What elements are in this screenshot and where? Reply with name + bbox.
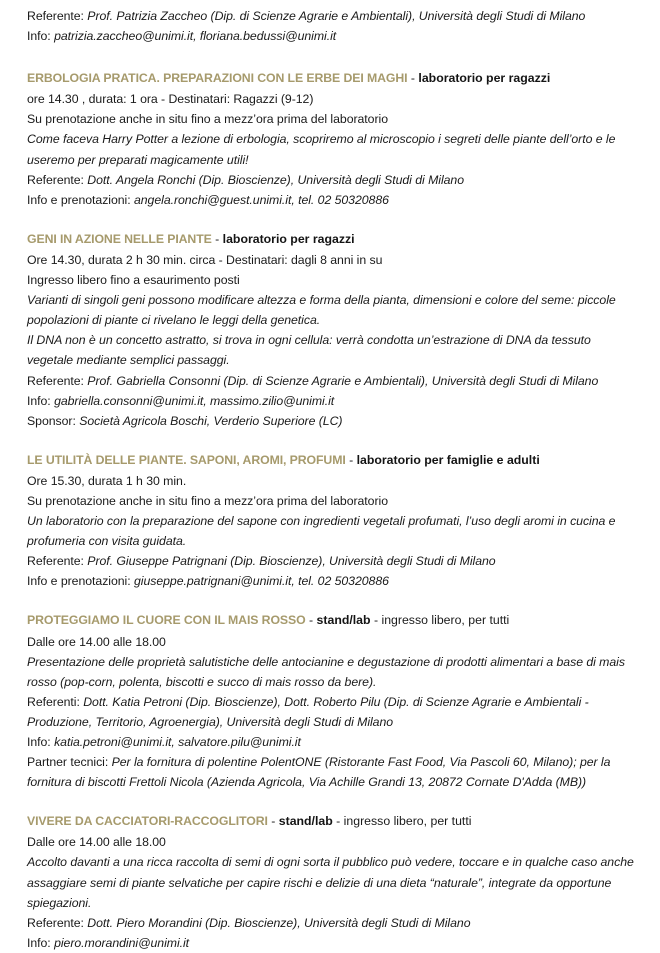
contact-value: piero.morandini@unimi.it	[54, 935, 190, 950]
event-title: LE UTILITÀ DELLE PIANTE. SAPONI, AROMI, PROFUMI	[27, 452, 346, 467]
event-contact	[27, 913, 638, 933]
event-contact	[27, 391, 638, 411]
event-separator: -	[211, 231, 223, 246]
contact-label: Info:	[27, 393, 51, 408]
contact-value: Prof. Gabriella Consonni (Dip. di Scienze Agrarie e Ambientali), Università degli Studi di Milano	[87, 373, 599, 388]
contact-value: Prof. Giuseppe Patrignani (Dip. Bioscienze), Università degli Studi di Milano	[87, 554, 496, 569]
event-section	[27, 811, 638, 953]
event-description: Accolto davanti a una ricca raccolta di semi di ogni sorta il pubblico può vedere, toccare e in qualche caso anche assaggiare semi di piante selvatiche per capire rischi e delizie di una dieta “naturale”, integrate da opportune spiegazioni.	[27, 855, 634, 910]
event-title: GENI IN AZIONE NELLE PIANTE	[27, 231, 212, 246]
intro-referente-label: Referente:	[27, 9, 84, 23]
contact-value: gabriella.consonni@unimi.it, massimo.zilio@unimi.it	[54, 393, 335, 408]
event-kind: laboratorio per ragazzi	[418, 71, 551, 86]
partner-value: Per la fornitura di polentine PolentONE (Ristorante Fast Food, Via Pascoli 60, Milano); per la fornitura di biscotti Frettoli Nicola (Azienda Agricola, Via Achille Grandi 13, 20872 Cornate D'Adda (MB))	[27, 755, 611, 790]
contact-label: Referente:	[27, 373, 84, 388]
event-contact	[27, 551, 638, 571]
intro-referente-value: Prof. Patrizia Zaccheo (Dip. di Scienze Agrarie e Ambientali), Università degli Studi di Milano	[87, 9, 586, 23]
intro-block	[27, 6, 638, 46]
event-separator: -	[267, 814, 279, 829]
event-description-2: Il DNA non è un concetto astratto, si trova in ogni cellula: verrà condotta un’estrazione di DNA da tessuto vegetale mediante semplici passaggi.	[27, 333, 591, 368]
event-description: Un laboratorio con la preparazione del sapone con ingredienti vegetali profumati, l’uso degli aromi in cucina e profumeria con visita guidata.	[27, 514, 616, 549]
event-separator: -	[407, 71, 419, 86]
event-heading	[27, 811, 638, 831]
event-section	[27, 610, 638, 792]
event-heading	[27, 229, 638, 249]
intro-referente-line	[27, 6, 638, 26]
intro-info-line	[27, 26, 638, 46]
event-section	[27, 68, 638, 210]
contact-value: Dott. Piero Morandini (Dip. Bioscienze), Università degli Studi di Milano	[87, 915, 471, 930]
event-kind: stand/lab	[316, 613, 371, 628]
event-schedule: Dalle ore 14.00 alle 18.00	[27, 835, 166, 850]
contact-label: Info:	[27, 735, 51, 749]
contact-label: Referente:	[27, 554, 84, 569]
contact-label: Referente:	[27, 915, 84, 930]
event-contact	[27, 190, 638, 210]
event-schedule: ore 14.30 , durata: 1 ora - Destinatari: Ragazzi (9-12)	[27, 92, 314, 107]
event-access: Ingresso libero fino a esaurimento posti	[27, 273, 240, 288]
event-access: Su prenotazione anche in situ fino a mezz’ora prima del laboratorio	[27, 493, 388, 508]
event-section	[27, 229, 638, 431]
sponsor-value: Società Agricola Boschi, Verderio Superiore (LC)	[79, 413, 343, 428]
event-partner	[27, 752, 638, 792]
event-schedule: Ore 14.30, durata 2 h 30 min. circa - Destinatari: dagli 8 anni in su	[27, 252, 383, 267]
event-contact	[27, 933, 638, 953]
event-sponsor	[27, 411, 638, 431]
event-contact	[27, 371, 638, 391]
contact-label: Referenti:	[27, 694, 80, 709]
event-kind: laboratorio per ragazzi	[222, 231, 355, 246]
contact-label: Info e prenotazioni:	[27, 574, 131, 589]
contact-value: katia.petroni@unimi.it, salvatore.pilu@unimi.it	[54, 735, 301, 749]
event-heading	[27, 450, 638, 470]
event-title: VIVERE DA CACCIATORI-RACCOGLITORI	[27, 814, 268, 829]
event-separator: -	[305, 613, 317, 628]
event-description: Varianti di singoli geni possono modificare altezza e forma della pianta, dimensioni e colore del seme: piccole popolazioni di piante ci rivelano le leggi della genetica.	[27, 293, 616, 328]
event-schedule: Ore 15.30, durata 1 h 30 min.	[27, 473, 187, 488]
event-title: PROTEGGIAMO IL CUORE CON IL MAIS ROSSO	[27, 613, 306, 628]
contact-value: Dott. Katia Petroni (Dip. Bioscienze), Dott. Roberto Pilu (Dip. di Scienze Agrarie e Ambientali - Produzione, Territorio, Agroenergia), Università degli Studi di Milano	[27, 694, 589, 729]
event-description: Come faceva Harry Potter a lezione di erbologia, scopriremo al microscopio i segreti delle piante dell’orto e le useremo per preparati magicamente utili!	[27, 132, 616, 167]
event-kind: laboratorio per famiglie e adulti	[356, 452, 540, 467]
intro-info-value: patrizia.zaccheo@unimi.it, floriana.bedussi@unimi.it	[54, 29, 337, 44]
event-access: Su prenotazione anche in situ fino a mezz’ora prima del laboratorio	[27, 112, 388, 127]
event-section	[27, 450, 638, 592]
contact-label: Info:	[27, 935, 51, 950]
contact-value: giuseppe.patrignani@unimi.it, tel. 02 50320886	[133, 574, 389, 589]
event-tail: - ingresso libero, per tutti	[370, 613, 510, 628]
event-schedule: Dalle ore 14.00 alle 18.00	[27, 634, 166, 649]
event-tail: - ingresso libero, per tutti	[332, 814, 472, 829]
event-contact	[27, 170, 638, 190]
event-kind: stand/lab	[278, 814, 333, 829]
event-contact	[27, 692, 638, 732]
intro-info-label: Info:	[27, 29, 51, 44]
contact-value: angela.ronchi@guest.unimi.it, tel. 02 50320886	[133, 192, 389, 207]
partner-label: Partner tecnici:	[27, 755, 109, 770]
contact-label: Info e prenotazioni:	[27, 192, 131, 207]
event-separator: -	[345, 452, 357, 467]
event-heading	[27, 68, 638, 88]
contact-value: Dott. Angela Ronchi (Dip. Bioscienze), Università degli Studi di Milano	[87, 172, 464, 187]
event-title: ERBOLOGIA PRATICA. PREPARAZIONI CON LE ERBE DEI MAGHI	[27, 71, 408, 86]
contact-label: Referente:	[27, 172, 84, 187]
event-contact	[27, 571, 638, 591]
event-description: Presentazione delle proprietà salutistiche delle antocianine e degustazione di prodotti alimentari a base di mais rosso (pop-corn, polenta, biscotti e succo di mais rosso da bere).	[27, 654, 625, 689]
event-contact	[27, 732, 638, 752]
event-heading	[27, 610, 638, 630]
sponsor-label: Sponsor:	[27, 413, 76, 428]
